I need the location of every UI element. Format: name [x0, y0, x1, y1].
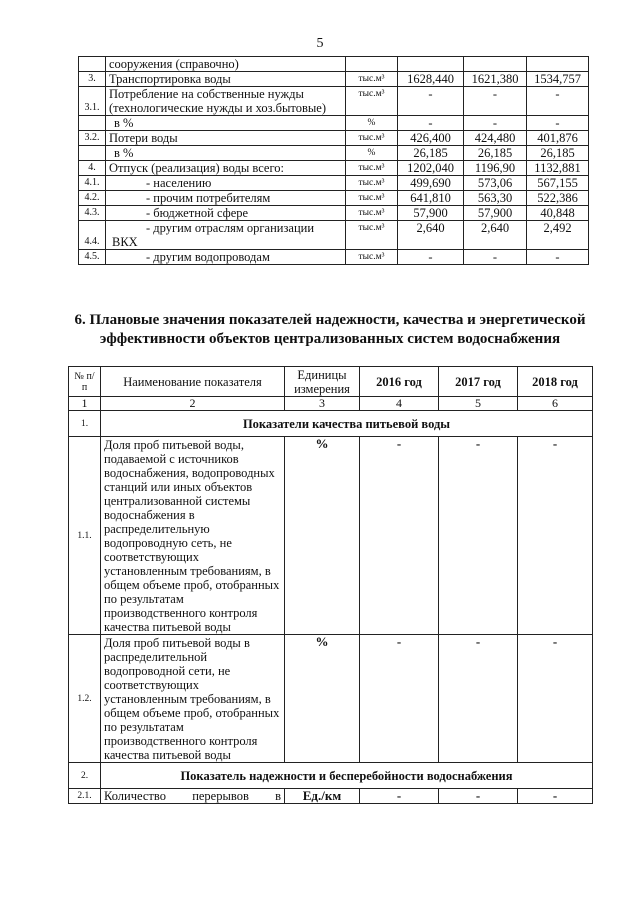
- table-row: 3. Транспортировка воды тыс.м³ 1628,440 1621,380 1534,757: [79, 72, 589, 87]
- row-name: в %: [106, 116, 346, 131]
- row-name: Количество перерывов в: [101, 789, 285, 804]
- table-row: 4.1. - населению тыс.м³ 499,690 573,06 567,155: [79, 176, 589, 191]
- row-name: Доля проб питьевой воды, подаваемой с источников водоснабжения, водопроводных станций или иных объектов централизованной системы водоснабжения в распределительную водопроводную сеть, не соответствующих установленным требованиям, в общем объеме проб, отобранных по результатам производственного контроля качества питьевой воды: [101, 437, 285, 635]
- section-title: 6. Плановые значения показателей надежности, качества и энергетической эффективности объектов централизованных систем водоснабжения: [74, 312, 586, 347]
- row-name: - бюджетной сфере: [106, 206, 346, 221]
- col-header-2016: 2016 год: [360, 367, 439, 397]
- row-name: Транспортировка воды: [106, 72, 346, 87]
- row-name: - населению: [106, 176, 346, 191]
- row-name: - другим отраслям организации ВКХ: [106, 221, 346, 250]
- col-header-num: № п/п: [69, 367, 101, 397]
- col-header-unit: Единицы измерения: [285, 367, 360, 397]
- row-name: - прочим потребителям: [106, 191, 346, 206]
- table-row: 4.2. - прочим потребителям тыс.м³ 641,810 563,30 522,386: [79, 191, 589, 206]
- column-number-row: 1 2 3 4 5 6: [69, 397, 593, 411]
- col-header-2018: 2018 год: [518, 367, 593, 397]
- table-row: [79, 57, 589, 72]
- table-row: 3.2. Потери воды тыс.м³ 426,400 424,480 401,876: [79, 131, 589, 146]
- group-row: 1. Показатели качества питьевой воды: [69, 411, 593, 437]
- table-row: 4.5. - другим водопроводам тыс.м³ - - -: [79, 250, 589, 265]
- row-name: Доля проб питьевой воды в распределительной водопроводной сети, не соответствующих установленным требованиям, в общем объеме проб, отобранных по результатам производственного контроля качества питьевой воды: [101, 635, 285, 763]
- table-row: 4.3. - бюджетной сфере тыс.м³ 57,900 57,900 40,848: [79, 206, 589, 221]
- table-row: 2.1. Количество перерывов в Ед./км - - -: [69, 789, 593, 804]
- indicators-table: [68, 366, 593, 804]
- table-row: 4. Отпуск (реализация) воды всего: тыс.м³ 1202,040 1196,90 1132,881: [79, 161, 589, 176]
- group-title: Показатели качества питьевой воды: [101, 411, 593, 437]
- row-name: Потери воды: [106, 131, 346, 146]
- row-name: Отпуск (реализация) воды всего:: [106, 161, 346, 176]
- col-header-name: Наименование показателя: [101, 367, 285, 397]
- group-row: 2. Показатель надежности и бесперебойности водоснабжения: [69, 763, 593, 789]
- col-header-2017: 2017 год: [439, 367, 518, 397]
- row-name: Потребление на собственные нужды (технологические нужды и хоз.бытовые): [106, 87, 346, 116]
- table-row: 3.1. Потребление на собственные нужды (технологические нужды и хоз.бытовые) тыс.м³ - - -: [79, 87, 589, 116]
- table-row: в % % 26,185 26,185 26,185: [79, 146, 589, 161]
- table-row: в % % - - -: [79, 116, 589, 131]
- row-name: - другим водопроводам: [106, 250, 346, 265]
- header-row: [69, 367, 593, 397]
- water-balance-table: [78, 56, 589, 265]
- group-title: Показатель надежности и бесперебойности водоснабжения: [101, 763, 593, 789]
- row-name: сооружения (справочно): [106, 57, 346, 72]
- table-row: 4.4. - другим отраслям организации ВКХ тыс.м³ 2,640 2,640 2,492: [79, 221, 589, 250]
- row-name: в %: [106, 146, 346, 161]
- table-row: 1.2. Доля проб питьевой воды в распределительной водопроводной сети, не соответствующих установленным требованиям, в общем объеме проб, отобранных по результатам производственного контроля качества питьевой воды % - - -: [69, 635, 593, 763]
- page-number: 5: [316, 36, 324, 51]
- table-row: 1.1. Доля проб питьевой воды, подаваемой с источников водоснабжения, водопроводных станций или иных объектов централизованной системы водоснабжения в распределительную водопроводную сеть, не соответствующих установленным требованиям, в общем объеме проб, отобранных по результатам производственного контроля качества питьевой воды % - - -: [69, 437, 593, 635]
